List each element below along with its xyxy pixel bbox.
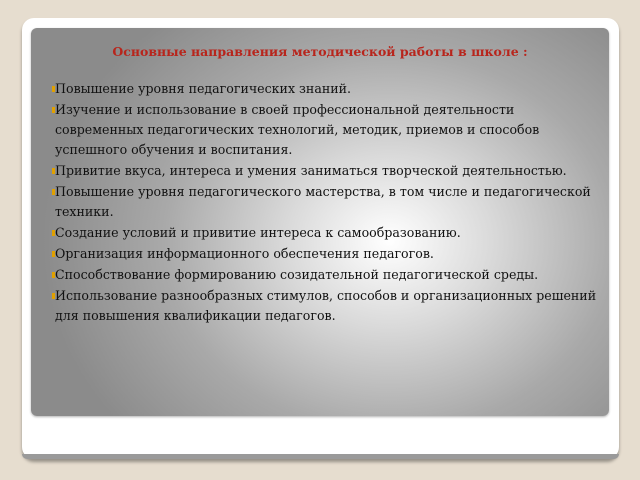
list-item-text: Повышение уровня педагогических знаний. [55, 81, 352, 96]
list-item [55, 265, 600, 285]
list-item [55, 79, 600, 99]
bullet-marker-icon [52, 107, 55, 113]
list-item-text: Привитие вкуса, интереса и умения заниматься творческой деятельностью. [55, 163, 567, 178]
bullet-marker-icon [52, 86, 55, 92]
list-item-text: Способствование формированию созидательной педагогической среды. [55, 267, 539, 282]
list-item [55, 244, 600, 264]
list-item [55, 161, 600, 181]
bullet-marker-icon [52, 293, 55, 299]
slide-bottom-bar [22, 454, 619, 459]
list-item-text: Создание условий и привитие интереса к самообразованию. [55, 225, 461, 240]
list-item [55, 286, 600, 326]
list-item-text: Изучение и использование в своей профессиональной деятельности современных педагогических технологий, методик, приемов и способов успешного обучения и воспитания. [55, 102, 540, 157]
content-panel [31, 28, 609, 416]
bullet-marker-icon [52, 168, 55, 174]
directions-list [55, 79, 600, 327]
slide-title: Основные направления методической работы в школе : [112, 44, 528, 59]
list-item-text: Организация информационного обеспечения педагогов. [55, 246, 434, 261]
list-item [55, 100, 600, 160]
bullet-marker-icon [52, 189, 55, 195]
list-item [55, 223, 600, 243]
bullet-marker-icon [52, 272, 55, 278]
slide-frame [22, 18, 619, 459]
bullet-marker-icon [52, 230, 55, 236]
list-item [55, 182, 600, 222]
bullet-marker-icon [52, 251, 55, 257]
list-item-text: Повышение уровня педагогического мастерства, в том числе и педагогической техники. [55, 184, 591, 219]
list-item-text: Использование разнообразных стимулов, способов и организационных решений для повышения квалификации педагогов. [55, 288, 597, 323]
